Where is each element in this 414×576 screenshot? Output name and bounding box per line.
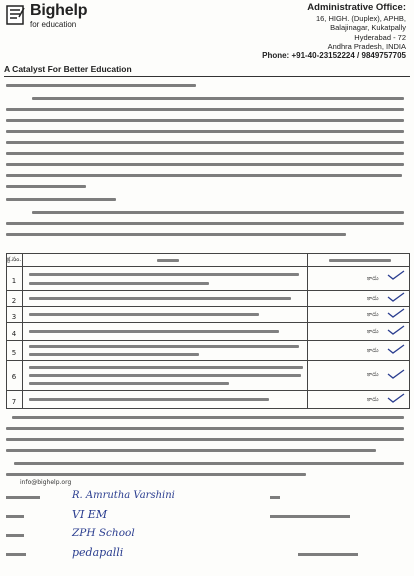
village-label [6, 553, 26, 556]
office-address-block [216, 2, 406, 60]
text-line [6, 174, 402, 177]
check-mark-icon [387, 292, 405, 302]
school-value: ZPH School [72, 527, 135, 539]
text-line [6, 152, 404, 155]
table-row [7, 360, 409, 391]
village-value: pedapalli [72, 546, 124, 559]
check-mark-icon [387, 344, 405, 354]
answer-option: కాదు [367, 371, 379, 378]
school-label [6, 534, 24, 537]
table-row [7, 322, 409, 341]
text-line [6, 185, 86, 188]
phone-number: Phone: +91-40-23152224 / 9849757705 [262, 51, 406, 61]
text-line [6, 119, 404, 122]
bighelp-logo-icon [6, 4, 26, 26]
header-divider [4, 76, 410, 77]
table-row [7, 266, 409, 291]
answer-option: కాదు [367, 396, 379, 403]
class-label [6, 515, 24, 518]
address-line: 16, HIGH. (Duplex), APHB, [315, 14, 406, 23]
text-line [6, 141, 404, 144]
tagline: A Catalyst For Better Education [4, 64, 132, 74]
row-number: 3 [11, 313, 17, 322]
row-number: 5 [11, 349, 17, 357]
student-name-label [6, 496, 40, 499]
check-mark-icon [387, 270, 405, 280]
row-number: 2 [11, 297, 17, 306]
check-mark-icon [387, 393, 405, 403]
text-line [6, 198, 116, 201]
answer-option: కాదు [367, 328, 379, 335]
text-line [14, 462, 404, 465]
signature-label [270, 496, 280, 499]
answer-option: కాదు [367, 295, 379, 302]
row-number: 1 [11, 276, 17, 285]
row-number: 4 [11, 330, 17, 339]
table-row [7, 390, 409, 409]
brand-subtitle: for education [30, 20, 77, 29]
check-mark-icon [387, 325, 405, 335]
check-mark-icon [387, 308, 405, 318]
text-line [32, 97, 404, 100]
student-name-value: R. Amrutha Varshini [72, 490, 175, 501]
email-address: info@bighelp.org [20, 479, 72, 486]
text-line [32, 211, 404, 214]
header-serial-number: క్ర.సం. [7, 256, 22, 263]
text-line [6, 233, 346, 236]
text-line [6, 130, 404, 133]
address-line: Hyderabad - 72 [354, 32, 406, 42]
table-header-row [7, 254, 409, 266]
text-line [6, 473, 306, 476]
text-line [6, 427, 404, 430]
founder-label [298, 553, 358, 556]
table-row [7, 340, 409, 361]
office-title: Administrative Office: [307, 2, 406, 13]
check-mark-icon [387, 369, 405, 379]
answer-option: కాదు [367, 347, 379, 354]
address-line: Balajinagar, Kukatpally [330, 23, 406, 33]
row-number: 7 [11, 398, 17, 407]
brand-name: Bighelp [30, 2, 88, 19]
text-line [6, 438, 404, 441]
text-line [6, 84, 196, 87]
text-line [6, 108, 404, 111]
text-line [12, 416, 404, 419]
answer-option: కాదు [367, 311, 379, 318]
class-value: VI EM [72, 508, 108, 521]
organization-label [270, 515, 350, 518]
questionnaire-table [6, 253, 410, 409]
table-row [7, 290, 409, 307]
text-line [6, 222, 404, 225]
text-line [6, 449, 376, 452]
row-number: 6 [11, 373, 17, 381]
address-line: Andhra Pradesh, INDIA [327, 41, 406, 51]
answer-option: కాదు [367, 275, 379, 282]
table-row [7, 306, 409, 323]
text-line [6, 163, 404, 166]
